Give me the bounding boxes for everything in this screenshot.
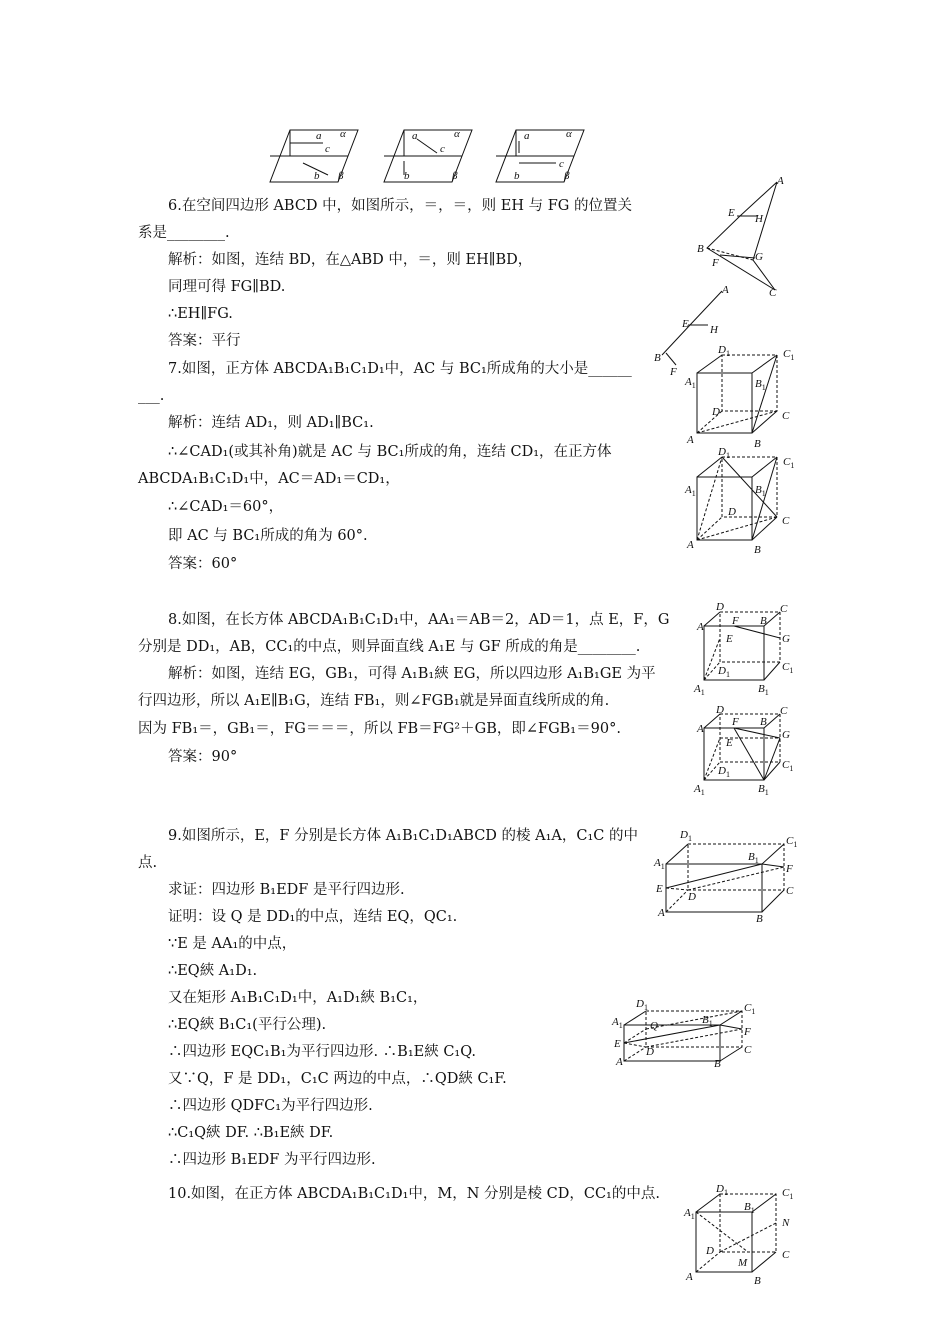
q7-line-6: ∴∠CAD₁＝60°， (168, 499, 284, 515)
label-C: C (744, 1044, 752, 1056)
label-C: C (782, 515, 790, 527)
q6-line-4: 同理可得 FG∥BD. (168, 279, 286, 295)
label-G: G (782, 729, 790, 741)
label-E: E (726, 633, 733, 645)
label-D: D (688, 891, 696, 903)
label-C: C (782, 1249, 790, 1261)
label-G: G (782, 633, 790, 645)
label-F: F (670, 366, 677, 375)
q7-line-7: 即 AC 与 BC₁所成的角为 60°. (168, 528, 368, 544)
label-beta: β (338, 170, 344, 182)
label-B: B (760, 716, 767, 728)
label-a: a (412, 130, 418, 142)
label-D: D (706, 1245, 714, 1257)
q8-line-3: 解析：如图，连结 EG，GB₁，可得 A₁B₁綊 EG，所以四边形 A₁B₁GE 为平 (168, 666, 656, 682)
label-B: B (756, 913, 763, 924)
label-D1: $D_1$ (680, 829, 692, 843)
label-c: c (440, 143, 445, 155)
q9-line-12: ∴C₁Q綊 DF. ∴B₁E綊 DF. (168, 1125, 334, 1141)
label-C: C (780, 603, 788, 615)
q7-line-1: 7.如图，正方体 ABCDA₁B₁C₁D₁中，AC 与 BC₁所成角的大小是______ (168, 361, 632, 377)
q8-line-6: 答案：90° (168, 749, 238, 765)
label-N: N (782, 1217, 790, 1229)
label-A: A (616, 1056, 623, 1067)
cube-figure-q7-solution (682, 445, 797, 557)
label-b: b (514, 170, 520, 182)
label-Q: Q (650, 1020, 658, 1032)
q10-line-1: 10.如图，在正方体 ABCDA₁B₁C₁D₁中，M，N 分别是棱 CD，CC₁的中点. (168, 1186, 660, 1202)
label-B: B (714, 1058, 721, 1067)
label-F: F (786, 863, 793, 875)
label-D1: $D_1$ (636, 998, 648, 1012)
label-F: F (744, 1026, 751, 1038)
label-alpha: α (340, 128, 346, 140)
q7-line-4: ∴∠CAD₁(或其补角)就是 AC 与 BC₁所成的角，连结 CD₁，在正方体 (168, 444, 612, 460)
cube-figure-q7 (682, 343, 797, 450)
label-A: A (687, 434, 694, 446)
label-B1: $B_1$ (755, 378, 766, 392)
label-C1: $C_1$ (783, 456, 795, 470)
label-alpha: α (454, 128, 460, 140)
label-D: D (728, 506, 736, 518)
label-C1: $C_1$ (782, 759, 794, 773)
label-C: C (786, 885, 794, 897)
label-C1: $C_1$ (744, 1002, 756, 1016)
label-C1: $C_1$ (782, 1187, 794, 1201)
label-a: a (316, 130, 322, 142)
label-B: B (754, 1275, 761, 1287)
q7-line-8: 答案：60° (168, 556, 238, 572)
label-B: B (654, 352, 661, 364)
label-C: C (769, 287, 777, 299)
spatial-quadrilateral-figure (695, 172, 790, 300)
label-C: C (780, 705, 788, 717)
q8-line-4: 行四边形，所以 A₁E∥B₁G，连结 FB₁，则∠FGB₁就是异面直线所成的角. (138, 693, 610, 709)
label-alpha: α (566, 128, 572, 140)
q7-line-2: ___. (138, 388, 165, 404)
q6-line-1: 6.在空间四边形 ABCD 中，如图所示，＝，＝，则 EH 与 FG 的位置关 (168, 198, 632, 214)
label-D1: $D_1$ (718, 446, 730, 460)
q9-line-11: ∴四边形 QDFC₁为平行四边形. (168, 1098, 373, 1114)
label-G: G (755, 251, 763, 263)
q9-line-2: 点. (138, 855, 158, 871)
label-D: D (646, 1046, 654, 1058)
label-b: b (314, 170, 320, 182)
label-B: B (754, 438, 761, 450)
q9-line-8: ∴EQ綊 B₁C₁(平行公理). (168, 1017, 327, 1033)
label-D1: $D_1$ (718, 344, 730, 358)
label-B: B (760, 615, 767, 627)
label-M: M (738, 1257, 748, 1269)
label-C1: $C_1$ (782, 661, 794, 675)
label-A1: $A_1$ (694, 683, 705, 697)
label-c: c (559, 158, 564, 170)
label-beta: β (564, 170, 570, 182)
label-A1: $A_1$ (685, 376, 696, 390)
label-E: E (728, 207, 735, 219)
q7-line-3: 解析：连结 AD₁，则 AD₁∥BC₁. (168, 415, 374, 431)
label-A1: $A_1$ (684, 1207, 695, 1221)
label-D1: $D_1$ (718, 765, 730, 779)
label-A1: $A_1$ (694, 783, 705, 796)
label-A1: $A_1$ (612, 1016, 623, 1030)
q6-line-5: ∴EH∥FG. (168, 306, 233, 322)
plane-figure-2 (382, 125, 474, 187)
label-H: H (755, 213, 763, 225)
label-A: A (686, 1271, 693, 1283)
q9-line-3: 求证：四边形 B₁EDF 是平行四边形. (168, 882, 405, 898)
label-H: H (710, 324, 718, 336)
label-B1: $B_1$ (755, 484, 766, 498)
label-A: A (658, 907, 665, 919)
label-A: A (687, 539, 694, 551)
q9-line-7: 又在矩形 A₁B₁C₁D₁中，A₁D₁綊 B₁C₁， (168, 990, 428, 1006)
label-F: F (712, 257, 719, 269)
label-C: C (782, 410, 790, 422)
label-A1: $A_1$ (685, 484, 696, 498)
label-F: F (732, 716, 739, 728)
label-B1: $B_1$ (758, 783, 769, 796)
label-beta: β (452, 170, 458, 182)
label-D1: $D_1$ (716, 1183, 728, 1197)
label-A: A (697, 723, 704, 735)
q8-line-1: 8.如图，在长方体 ABCDA₁B₁C₁D₁中，AA₁＝AB＝2，AD＝1，点 E，F，G (168, 612, 670, 628)
label-b: b (404, 170, 410, 182)
label-E: E (726, 737, 733, 749)
q9-line-5: ∵E 是 AA₁的中点， (168, 936, 297, 952)
q7-line-5: ABCDA₁B₁C₁D₁中，AC＝AD₁＝CD₁， (138, 471, 400, 487)
cuboid-figure-q8 (692, 600, 802, 700)
q9-line-10: 又∵Q，F 是 DD₁，C₁C 两边的中点，∴QD綊 C₁F. (168, 1071, 507, 1087)
q9-line-1: 9.如图所示，E，F 分别是长方体 A₁B₁C₁D₁ABCD 的棱 A₁A，C₁C 的中 (168, 828, 638, 844)
label-E: E (682, 318, 689, 330)
label-B1: $B_1$ (758, 683, 769, 697)
label-A: A (722, 284, 729, 296)
plane-figure-1 (268, 125, 360, 187)
label-D: D (712, 406, 720, 418)
cuboid-figure-q9 (652, 826, 802, 924)
label-a: a (524, 130, 530, 142)
label-B: B (754, 544, 761, 556)
q9-line-9: ∴四边形 EQC₁B₁为平行四边形. ∴B₁E綊 C₁Q. (168, 1044, 477, 1060)
label-E: E (614, 1038, 621, 1050)
label-D: D (716, 704, 724, 716)
plane-figure-3 (494, 125, 586, 187)
q9-line-4: 证明：设 Q 是 DD₁的中点，连结 EQ，QC₁. (168, 909, 458, 925)
label-B1: $B_1$ (748, 851, 759, 865)
label-A: A (777, 175, 784, 187)
cuboid-figure-q8-solution (692, 704, 802, 796)
cube-figure-q10 (682, 1182, 797, 1288)
label-c: c (325, 143, 330, 155)
q9-line-13: ∴四边形 B₁EDF 为平行四边形. (168, 1152, 376, 1168)
label-B1: $B_1$ (744, 1201, 755, 1215)
label-C1: $C_1$ (786, 835, 798, 849)
label-A1: $A_1$ (654, 857, 665, 871)
label-B: B (697, 243, 704, 255)
cuboid-figure-q9-proof (610, 997, 760, 1067)
q8-line-5: 因为 FB₁＝，GB₁＝，FG＝＝＝，所以 FB＝FG²＋GB，即∠FGB₁＝90°. (138, 721, 621, 737)
q8-line-2: 分别是 DD₁，AB，CC₁的中点，则异面直线 A₁E 与 GF 所成的角是________. (138, 639, 641, 655)
label-D: D (716, 601, 724, 613)
q6-line-3: 解析：如图，连结 BD，在△ABD 中，＝，则 EH∥BD， (168, 252, 533, 268)
label-F: F (732, 615, 739, 627)
label-B1: $B_1$ (702, 1014, 713, 1028)
label-A: A (697, 621, 704, 633)
q9-line-6: ∴EQ綊 A₁D₁. (168, 963, 258, 979)
label-C1: $C_1$ (783, 348, 795, 362)
q6-line-2: 系是________. (138, 225, 230, 241)
label-D1: $D_1$ (718, 665, 730, 679)
label-E: E (656, 883, 663, 895)
q6-line-6: 答案：平行 (168, 333, 241, 349)
